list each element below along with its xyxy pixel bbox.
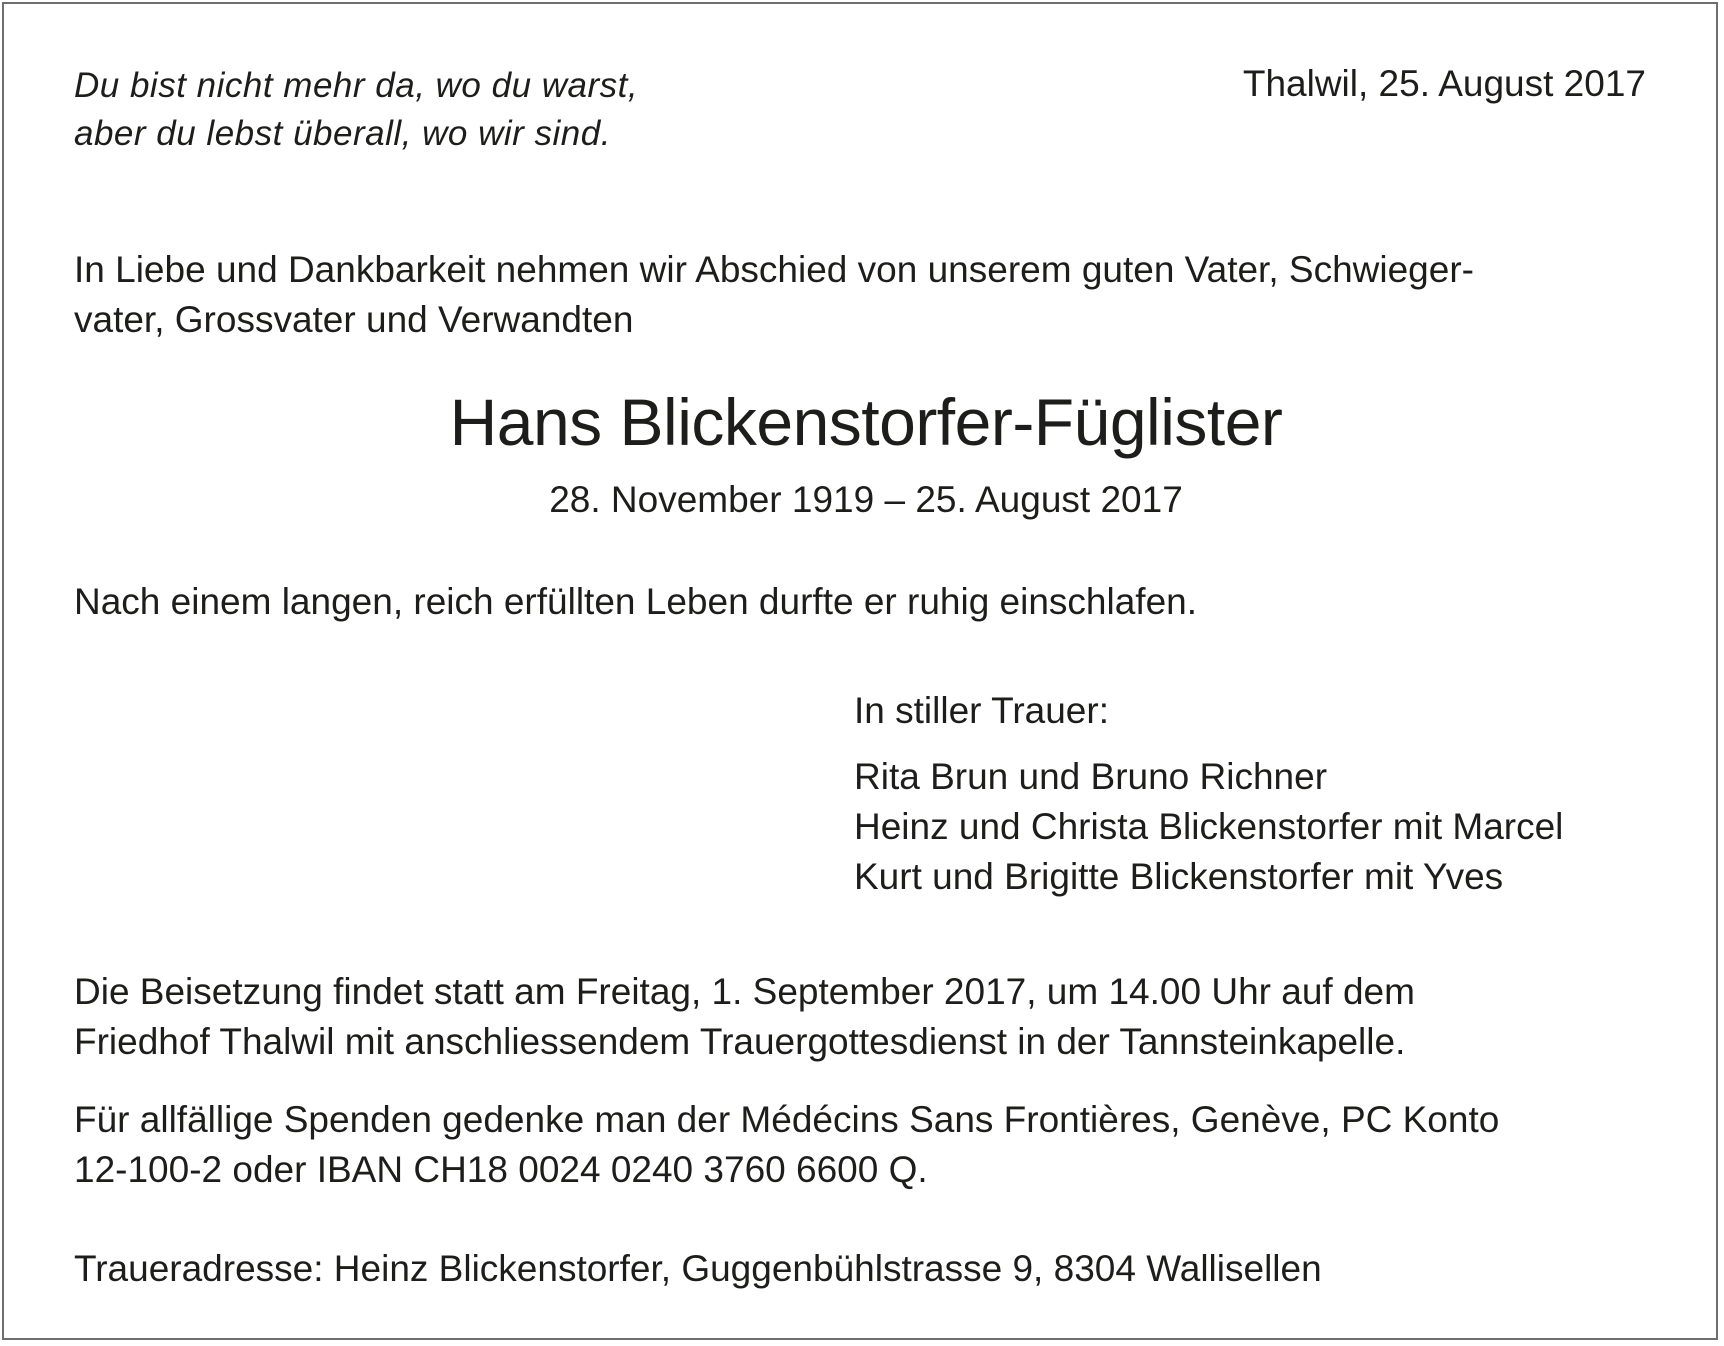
mourner-item: Heinz und Christa Blickenstorfer mit Marcel	[854, 806, 1564, 847]
donation-line-1: Für allfällige Spenden gedenke man der Médécins Sans Frontières, Genève, PC Konto	[74, 1099, 1500, 1140]
funeral-paragraph	[74, 967, 1658, 1067]
funeral-line-1: Die Beisetzung findet statt am Freitag, 1. September 2017, um 14.00 Uhr auf dem	[74, 971, 1415, 1012]
deceased-name: Hans Blickenstorfer-Füglister	[449, 385, 1283, 459]
mourning-heading: In stiller Trauer:	[854, 690, 1109, 731]
donation-line-2: 12-100-2 oder IBAN CH18 0024 0240 3760 6600 Q.	[74, 1149, 928, 1190]
mourner-item: Rita Brun und Bruno Richner	[854, 756, 1328, 797]
mourner-item: Kurt und Brigitte Blickenstorfer mit Yves	[854, 856, 1504, 897]
motto-quote	[74, 62, 638, 158]
motto-line-1: Du bist nicht mehr da, wo du warst,	[74, 66, 639, 105]
motto-line-2: aber du lebst überall, wo wir sind.	[74, 114, 611, 153]
funeral-line-2: Friedhof Thalwil mit anschliessendem Trauergottesdienst in der Tannsteinkapelle.	[74, 1021, 1406, 1062]
mourning-address: Traueradresse: Heinz Blickenstorfer, Guggenbühlstrasse 9, 8304 Wallisellen	[74, 1248, 1322, 1289]
life-statement: Nach einem langen, reich erfüllten Leben durfte er ruhig einschlafen.	[74, 581, 1198, 622]
intro-line-1: In Liebe und Dankbarkeit nehmen wir Abschied von unserem guten Vater, Schwieger-	[74, 249, 1474, 290]
mourners-list	[854, 752, 1563, 902]
place-date: Thalwil, 25. August 2017	[1242, 63, 1646, 104]
intro-paragraph	[74, 245, 1658, 345]
lifespan-dates: 28. November 1919 – 25. August 2017	[549, 479, 1183, 520]
donation-paragraph	[74, 1095, 1658, 1195]
obituary-notice	[2, 2, 1718, 1340]
intro-line-2: vater, Grossvater und Verwandten	[74, 299, 634, 340]
